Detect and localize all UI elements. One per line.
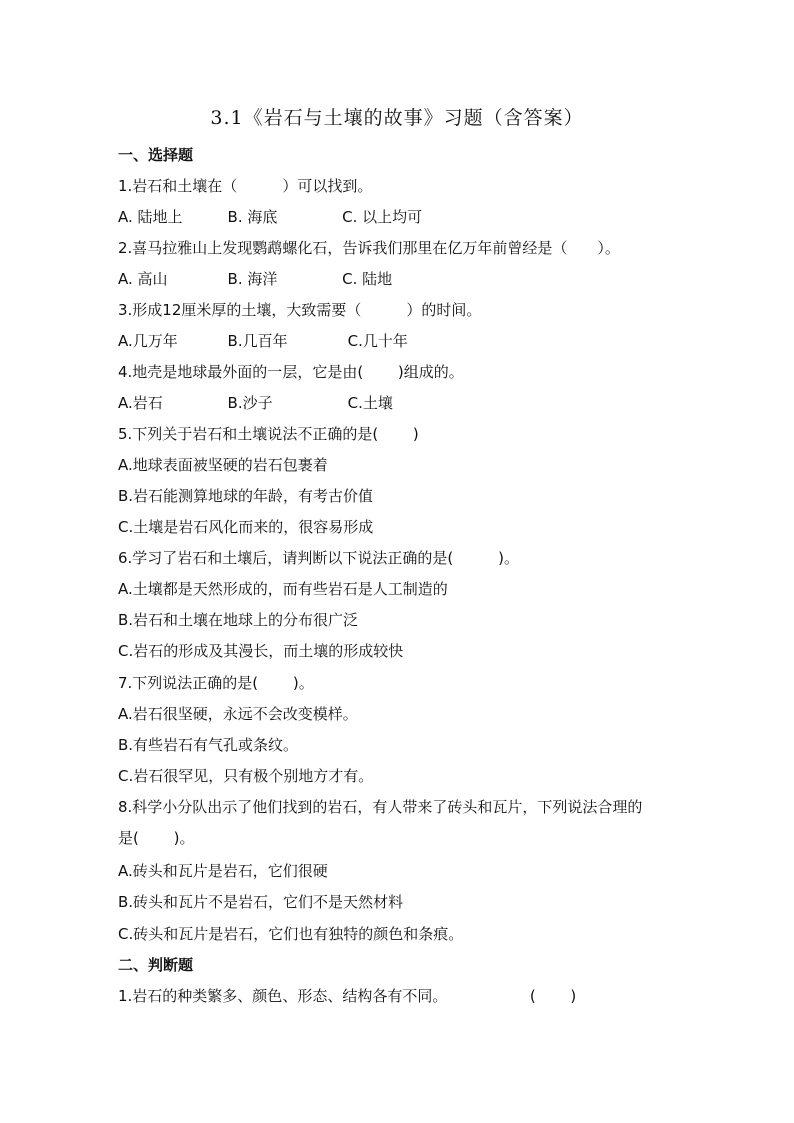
question-6-option-a: A.土壤都是天然形成的，而有些岩石是人工制造的: [118, 580, 448, 598]
question-2-options: A. 高山 B. 海洋 C. 陆地: [118, 270, 393, 288]
question-3-options: A.几万年 B.几百年 C.几十年: [118, 332, 408, 350]
question-4-options: A.岩石 B.沙子 C.土壤: [118, 394, 393, 412]
question-6-option-c: C.岩石的形成及其漫长，而土壤的形成较快: [118, 642, 404, 660]
question-5-option-b: B.岩石能测算地球的年龄，有考古价值: [118, 487, 374, 505]
document-title: 3.1《岩石与土壤的故事》习题（含答案）: [210, 107, 584, 129]
section-heading-judgement: 二、判断题: [118, 956, 194, 974]
question-3: 3.形成12厘米厚的土壤，大致需要（ ）的时间。: [118, 301, 482, 319]
question-7-option-b: B.有些岩石有气孔或条纹。: [118, 736, 299, 754]
question-5-option-c: C.土壤是岩石风化而来的，很容易形成: [118, 518, 374, 536]
question-8-option-a: A.砖头和瓦片是岩石，它们很硬: [118, 862, 328, 880]
question-7-option-c: C.岩石很罕见，只有极个别地方才有。: [118, 767, 374, 785]
question-5: 5.下列关于岩石和土壤说法不正确的是( ): [118, 425, 419, 443]
question-7-option-a: A.岩石很坚硬，永远不会改变模样。: [118, 705, 358, 723]
question-8-continuation: 是( )。: [118, 829, 195, 847]
section-heading-choice: 一、选择题: [118, 146, 194, 164]
question-4: 4.地壳是地球最外面的一层，它是由( )组成的。: [118, 363, 464, 381]
question-2: 2.喜马拉雅山上发现鹦鹉螺化石，告诉我们那里在亿万年前曾经是（ ）。: [118, 239, 620, 257]
judgement-1: 1.岩石的种类繁多、颜色、形态、结构各有不同。 ( ): [118, 987, 577, 1005]
question-1-options: A. 陆地上 B. 海底 C. 以上均可: [118, 208, 423, 226]
question-8-option-b: B.砖头和瓦片不是岩石，它们不是天然材料: [118, 893, 404, 911]
question-6-option-b: B.岩石和土壤在地球上的分布很广泛: [118, 611, 359, 629]
question-7: 7.下列说法正确的是( )。: [118, 674, 314, 692]
question-8: 8.科学小分队出示了他们找到的岩石，有人带来了砖头和瓦片，下列说法合理的: [118, 798, 643, 816]
question-1: 1.岩石和土壤在（ ）可以找到。: [118, 177, 373, 195]
question-8-option-c: C.砖头和瓦片是岩石，它们也有独特的颜色和条痕。: [118, 925, 464, 943]
question-5-option-a: A.地球表面被坚硬的岩石包裹着: [118, 456, 328, 474]
question-6: 6.学习了岩石和土壤后，请判断以下说法正确的是( )。: [118, 549, 520, 567]
